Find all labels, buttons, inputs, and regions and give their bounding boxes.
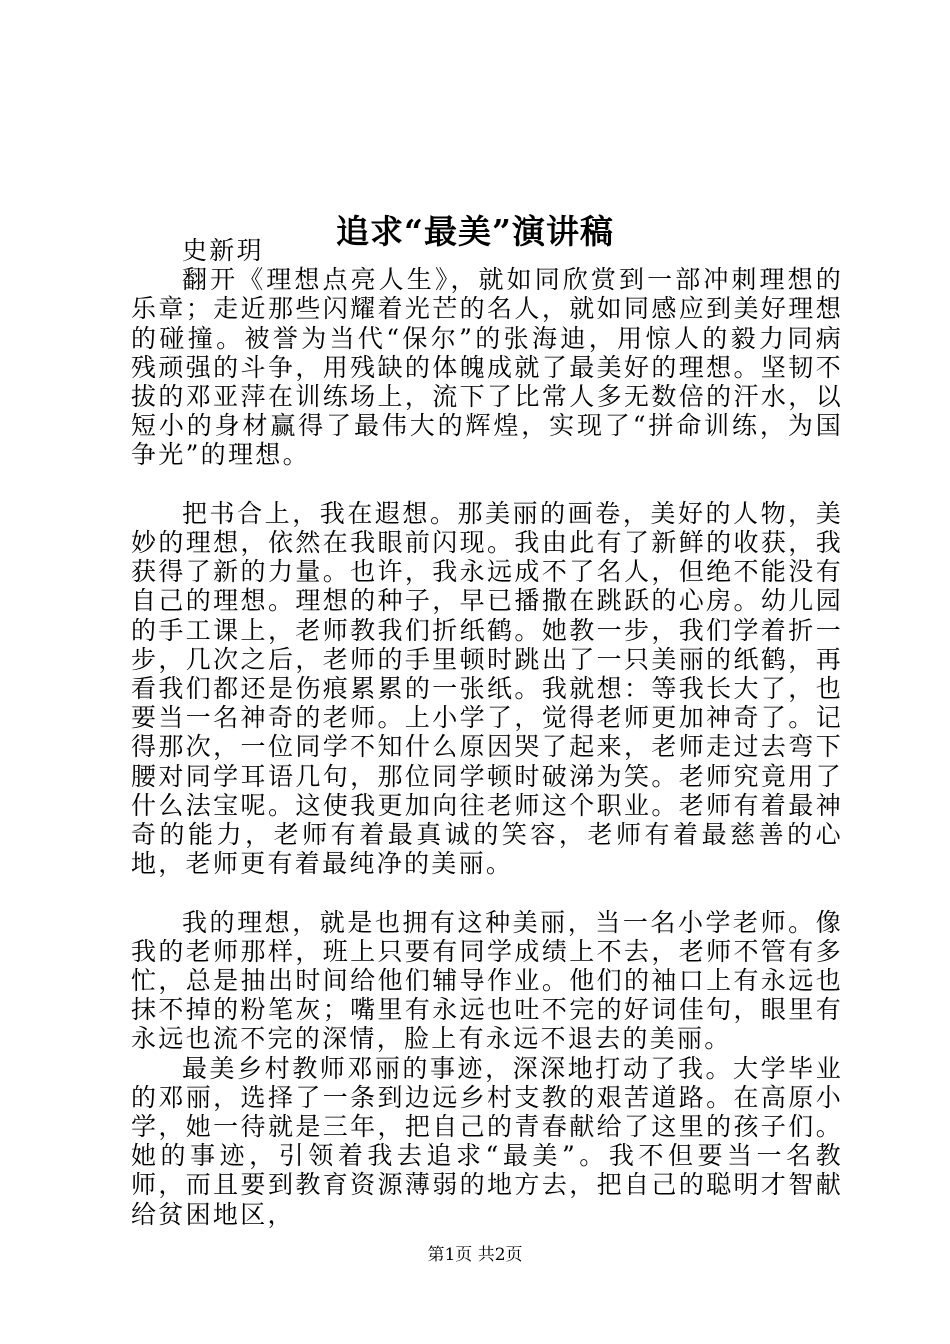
paragraph-3: 我的理想，就是也拥有这种美丽，当一名小学老师。像我的老师那样，班上只要有同学成绩上不去，老师不管有多忙，总是抽出时间给他们辅导作业。他们的袖口上有永远也抹不掉的粉笔灰；嘴里有永远也吐不完的好词佳句，眼里有永远也流不完的深情，脸上有永远不退去的美丽。 [131, 907, 843, 1054]
document-title: 追求“最美”演讲稿 [336, 212, 614, 252]
paragraph-2: 把书合上，我在遐想。那美丽的画卷，美好的人物，美妙的理想，依然在我眼前闪现。我由此有了新鲜的收获，我获得了新的力量。也许，我永远成不了名人，但绝不能没有自己的理想。理想的种子，早已播撒在跳跃的心房。幼儿园的手工课上，老师教我们折纸鹤。她教一步，我们学着折一步，几次之后，老师的手里顿时跳出了一只美丽的纸鹤，再看我们都还是伤痕累累的一张纸。我就想：等我长大了，也要当一名神奇的老师。上小学了，觉得老师更加神奇了。记得那次，一位同学不知什么原因哭了起来，老师走过去弯下腰对同学耳语几句，那位同学顿时破涕为笑。老师究竟用了什么法宝呢。这使我更加向往老师这个职业。老师有着最神奇的能力，老师有着最真诚的笑容，老师有着最慈善的心地，老师更有着最纯净的美丽。 [131, 498, 843, 879]
document-body [131, 236, 843, 1229]
paragraph-1: 翻开《理想点亮人生》，就如同欣赏到一部冲刺理想的乐章；走近那些闪耀着光芒的名人，就如同感应到美好理想的碰撞。被誉为当代“保尔”的张海迪，用惊人的毅力同病残顽强的斗争，用残缺的体魄成就了最美好的理想。坚韧不拔的邓亚萍在训练场上，流下了比常人多无数倍的汗水，以短小的身材赢得了最伟大的辉煌，实现了“拼命训练，为国争光”的理想。 [131, 265, 843, 470]
page-footer: 第1页 共2页 [427, 1245, 523, 1265]
author-name: 史新玥 [182, 236, 264, 265]
paragraph-4: 最美乡村教师邓丽的事迹，深深地打动了我。大学毕业的邓丽，选择了一条到边远乡村支教的艰苦道路。在高原小学，她一待就是三年，把自己的青春献给了这里的孩子们。她的事迹，引领着我去追求“最美”。我不但要当一名教师，而且要到教育资源薄弱的地方去，把自己的聪明才智献给贫困地区， [131, 1053, 843, 1229]
